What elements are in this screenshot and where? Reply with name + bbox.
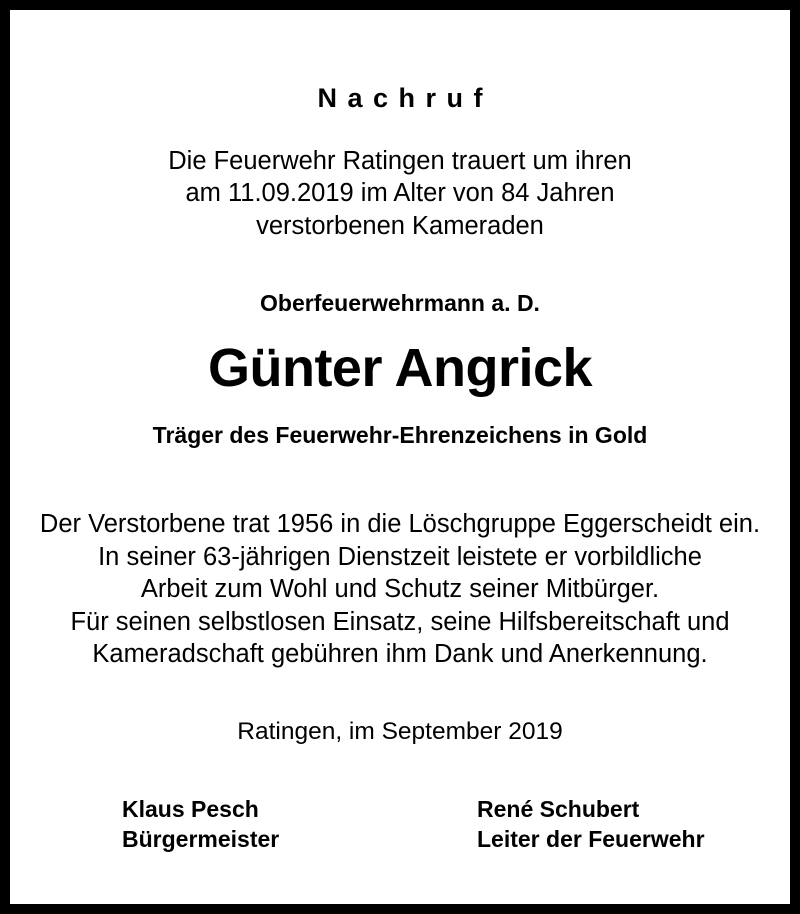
signature-block bbox=[32, 746, 768, 854]
intro-line: verstorbenen Kameraden bbox=[256, 211, 544, 240]
intro-paragraph bbox=[32, 114, 768, 243]
notice-content bbox=[10, 10, 790, 904]
tribute-line: Der Verstorbene trat 1956 in die Löschgruppe Eggerscheidt ein. bbox=[39, 510, 761, 539]
tribute-line: Arbeit zum Wohl und Schutz seiner Mitbürger. bbox=[140, 575, 660, 604]
intro-line: am 11.09.2019 im Alter von 84 Jahren bbox=[185, 179, 615, 208]
deceased-rank: Oberfeuerwehrmann a. D. bbox=[260, 290, 540, 317]
signatory-name: René Schubert bbox=[477, 796, 640, 823]
tribute-paragraph bbox=[32, 448, 768, 671]
signatory-role: Leiter der Feuerwehr bbox=[477, 826, 705, 853]
tribute-line: Kameradschaft gebühren ihm Dank und Anerkennung. bbox=[92, 640, 708, 669]
signatory-fire-chief bbox=[477, 794, 705, 854]
signatory-name: Klaus Pesch bbox=[122, 796, 259, 823]
place-and-date: Ratingen, im September 2019 bbox=[237, 717, 563, 745]
deceased-honor: Träger des Feuerwehr-Ehrenzeichens in Gold bbox=[152, 422, 648, 449]
tribute-line: Für seinen selbstlosen Einsatz, seine Hilfsbereitschaft und bbox=[70, 607, 730, 636]
page-title: Nachruf bbox=[317, 83, 493, 113]
tribute-line: In seiner 63-jährigen Dienstzeit leistete er vorbildliche bbox=[98, 542, 702, 571]
signatory-role: Bürgermeister bbox=[122, 826, 280, 853]
signatory-mayor bbox=[122, 794, 477, 854]
deceased-name: Günter Angrick bbox=[207, 337, 593, 398]
intro-line: Die Feuerwehr Ratingen trauert um ihren bbox=[168, 146, 632, 175]
